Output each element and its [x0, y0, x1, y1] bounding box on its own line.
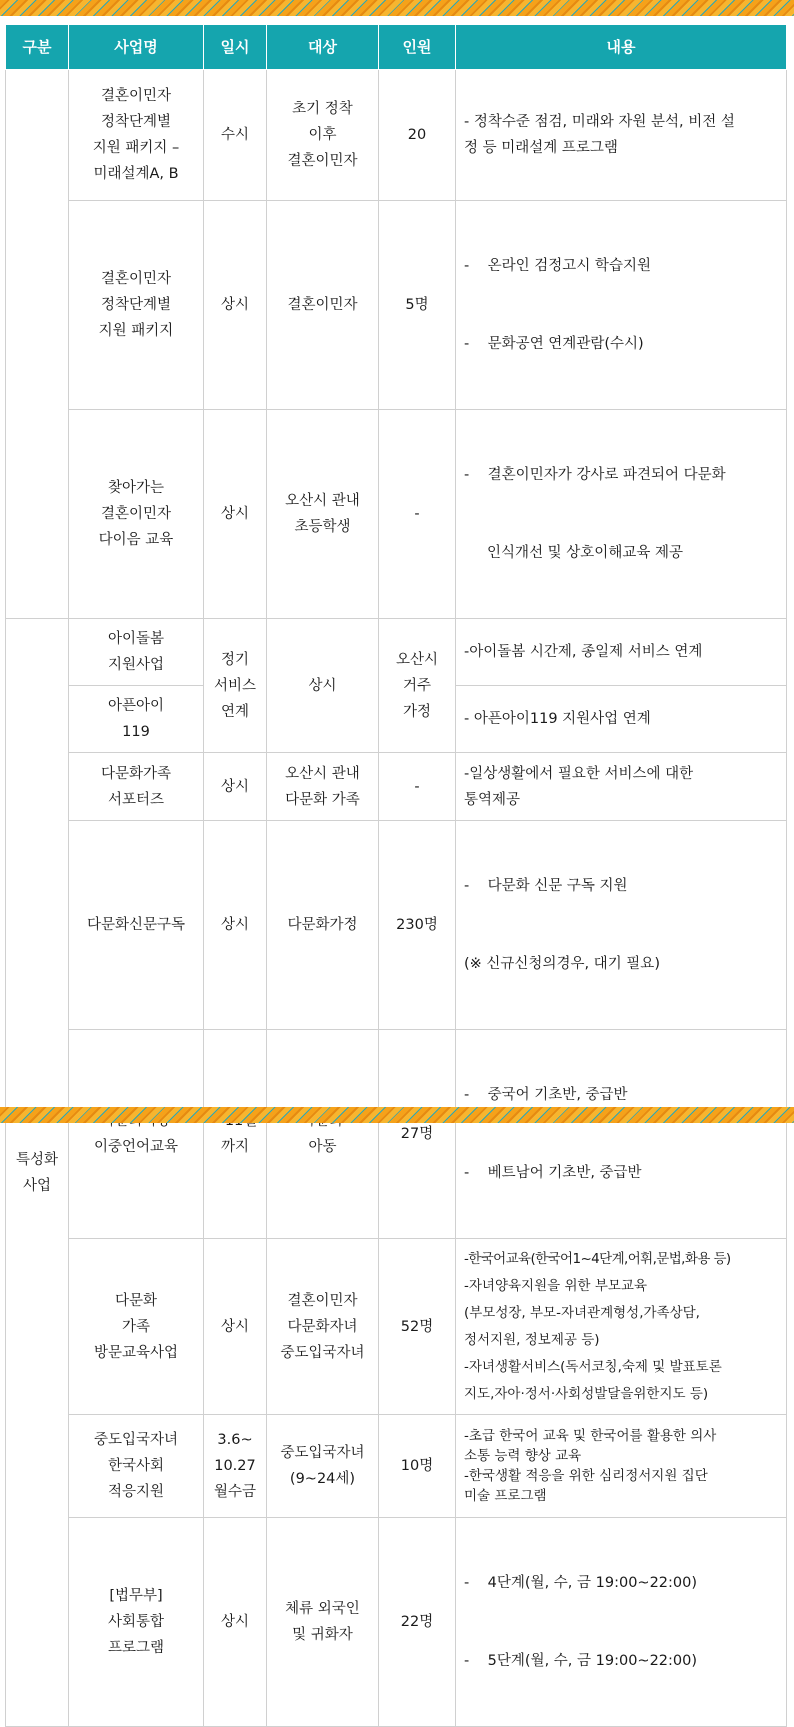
- date-cell: [204, 821, 267, 1030]
- count-cell: -: [379, 753, 456, 821]
- table-row: [6, 201, 787, 410]
- content-line: - 4단계(월, 수, 금 19:00~22:00): [464, 1575, 698, 1591]
- date-line: 10.27: [214, 1458, 256, 1474]
- content-line: 정 등 미래설계 프로그램: [464, 140, 618, 156]
- content-line: 통역제공: [464, 791, 521, 808]
- target-line: 오산시 관내: [285, 493, 360, 509]
- program-table: [5, 24, 787, 1727]
- program-name-cell: [69, 821, 204, 1030]
- content-line: -한국어교육(한국어1~4단계,어휘,문법,화용 등): [464, 1250, 731, 1267]
- program-name-line: 아이돌봄: [107, 631, 165, 647]
- date-line: 상시: [220, 1318, 249, 1335]
- table-row: [6, 1030, 787, 1239]
- content-line: - 온라인 검정고시 학습지원: [464, 258, 651, 274]
- content-line: 미술 프로그램: [464, 1488, 547, 1504]
- program-name-line: 정착단계별: [100, 297, 172, 313]
- content-line: - 베트남어 기초반, 중급반: [464, 1165, 642, 1181]
- content-line: -한국생활 적응을 위한 심리정서지원 집단: [464, 1468, 708, 1484]
- program-name-line: 한국사회: [107, 1458, 165, 1474]
- target-line: 결혼이민자: [287, 1292, 358, 1309]
- date-line: 서비스: [213, 677, 257, 694]
- program-name-cell: [69, 410, 204, 619]
- program-name-cell: [69, 619, 204, 686]
- table-row: [6, 1239, 787, 1415]
- target-line: 이후: [308, 127, 337, 143]
- program-name-cell: [69, 70, 204, 201]
- date-cell: [204, 1239, 267, 1415]
- content-line: - 정착수준 점검, 미래와 자원 분석, 비전 설: [464, 114, 735, 130]
- program-name-line: 이중언어교육: [93, 1139, 179, 1155]
- program-name-cell: [69, 201, 204, 410]
- content-line: -일상생활에서 필요한 서비스에 대한: [464, 765, 694, 782]
- header-program-name: 사업명: [69, 25, 204, 70]
- date-line: 까지: [220, 1139, 249, 1155]
- program-name-line: 사회통합: [107, 1614, 165, 1630]
- content-cell: [456, 1415, 787, 1518]
- program-name-line: 결혼이민자: [100, 271, 172, 287]
- target-cell: [267, 70, 379, 201]
- content-cell: [456, 70, 787, 201]
- target-cell: [267, 1030, 379, 1239]
- program-name-cell: [69, 1518, 204, 1727]
- date-cell: [204, 70, 267, 201]
- count-cell: 20: [379, 70, 456, 201]
- date-line: 3.6~: [217, 1432, 253, 1448]
- target-line: 결혼이민자: [287, 153, 358, 169]
- program-name-line: 다이음 교육: [98, 532, 174, 548]
- target-cell: [267, 1518, 379, 1727]
- target-line: 중도입국자녀: [280, 1344, 365, 1361]
- content-cell: [456, 1518, 787, 1727]
- category-line: 사업: [22, 1177, 51, 1194]
- target-line: 다문화자녀: [287, 1318, 358, 1335]
- target-line: 다문화 가족: [285, 791, 360, 808]
- count-cell: -: [379, 410, 456, 619]
- date-line: 상시: [220, 1614, 249, 1630]
- program-name-line: 정착단계별: [100, 114, 172, 130]
- content-line: - 5단계(월, 수, 금 19:00~22:00): [464, 1653, 698, 1669]
- content-line: -자녀생활서비스(독서코칭,숙제 및 발표토론: [464, 1358, 722, 1375]
- target-cell: [267, 753, 379, 821]
- count-line: 오산시: [395, 651, 439, 668]
- program-name-cell: [69, 1030, 204, 1239]
- program-name-line: 아픈아이: [107, 698, 165, 714]
- header-category: 구분: [6, 25, 69, 70]
- content-line: - 다문화 신문 구독 지원: [464, 878, 628, 894]
- program-name-line: [법무부]: [109, 1588, 163, 1604]
- header-count: 인원: [379, 25, 456, 70]
- table-row: [6, 821, 787, 1030]
- count-cell: 5명: [379, 201, 456, 410]
- count-cell: 10명: [379, 1415, 456, 1518]
- date-line: 수시: [220, 127, 249, 143]
- program-name-line: 지원 패키지 –: [92, 140, 180, 156]
- date-line: 정기: [220, 651, 249, 668]
- date-cell: [204, 410, 267, 619]
- program-name-line: 찾아가는: [107, 480, 165, 496]
- content-cell: [456, 686, 787, 753]
- target-cell: [267, 821, 379, 1030]
- header-content: 내용: [456, 25, 787, 70]
- target-line: 결혼이민자: [287, 297, 358, 313]
- date-cell: [204, 1030, 267, 1239]
- category-cell-special-program: [6, 619, 69, 1727]
- date-line: 월수금: [213, 1484, 257, 1500]
- table-row: [6, 619, 787, 686]
- table-header-row: [6, 25, 787, 70]
- target-line: 다문화가정: [287, 917, 358, 933]
- content-line: - 결혼이민자가 강사로 파견되어 다문화: [464, 467, 726, 483]
- content-line: 지도,자아·정서·사회성발달을위한지도 등): [464, 1385, 709, 1402]
- target-line: 상시: [308, 677, 337, 694]
- count-line: 거주: [402, 677, 431, 694]
- content-line: 인식개선 및 상호이해교육 제공: [464, 545, 683, 561]
- content-line: -자녀양육지원을 위한 부모교육: [464, 1277, 647, 1294]
- date-line: 상시: [220, 917, 249, 933]
- target-cell: [267, 201, 379, 410]
- content-line: 정서지원, 정보제공 등): [464, 1331, 600, 1348]
- program-name-line: 미래설계A, B: [93, 166, 179, 182]
- count-cell: 230명: [379, 821, 456, 1030]
- program-name-cell: [69, 686, 204, 753]
- program-name-cell: [69, 1239, 204, 1415]
- bottom-decorative-stripe: [0, 1107, 794, 1123]
- category-line: 특성화: [15, 1151, 59, 1168]
- date-line: 상시: [220, 297, 249, 313]
- target-cell: [267, 1415, 379, 1518]
- date-cell: [204, 1415, 267, 1518]
- date-cell: [204, 753, 267, 821]
- program-name-line: 중도입국자녀: [93, 1432, 179, 1448]
- content-line: -초급 한국어 교육 및 한국어를 활용한 의사: [464, 1428, 717, 1444]
- target-line: 체류 외국인: [285, 1601, 360, 1617]
- content-line: - 아픈아이119 지원사업 연계: [464, 711, 651, 727]
- content-cell: [456, 753, 787, 821]
- date-cell: [204, 1518, 267, 1727]
- content-cell: [456, 619, 787, 686]
- program-name-line: 결혼이민자: [100, 506, 172, 522]
- target-line: 초기 정착: [292, 101, 353, 117]
- header-target: 대상: [267, 25, 379, 70]
- content-cell: [456, 201, 787, 410]
- target-line: 초등학생: [294, 519, 351, 535]
- count-cell: [379, 619, 456, 753]
- target-cell: [267, 1239, 379, 1415]
- program-name-line: 119: [122, 724, 150, 740]
- content-cell: [456, 410, 787, 619]
- header-date: 일시: [204, 25, 267, 70]
- target-line: 중도입국자녀: [280, 1445, 365, 1461]
- date-line: 상시: [220, 778, 249, 795]
- count-line: 가정: [402, 703, 431, 720]
- program-name-line: 가족: [121, 1318, 150, 1335]
- program-name-line: 다문화: [114, 1292, 158, 1309]
- content-line: - 중국어 기초반, 중급반: [464, 1087, 628, 1103]
- content-cell: [456, 1030, 787, 1239]
- target-cell: [267, 410, 379, 619]
- program-name-line: 다문화가족: [100, 765, 172, 782]
- program-name-line: 다문화신문구독: [86, 917, 186, 933]
- date-line: 연계: [220, 703, 249, 720]
- target-line: 오산시 관내: [285, 765, 360, 782]
- count-cell: 27명: [379, 1030, 456, 1239]
- table-row: [6, 1518, 787, 1727]
- program-name-line: 적응지원: [107, 1484, 165, 1500]
- table-row: [6, 410, 787, 619]
- date-line: 상시: [220, 506, 249, 522]
- date-cell: [204, 619, 267, 753]
- content-line: 소통 능력 향상 교육: [464, 1448, 582, 1464]
- table-row: [6, 1415, 787, 1518]
- count-cell: 52명: [379, 1239, 456, 1415]
- content-line: - 문화공연 연계관람(수시): [464, 336, 644, 352]
- program-name-cell: [69, 1415, 204, 1518]
- program-name-line: 서포터즈: [107, 791, 165, 808]
- content-cell: [456, 821, 787, 1030]
- content-cell: [456, 1239, 787, 1415]
- program-name-line: 지원사업: [107, 657, 165, 673]
- target-line: 아동: [308, 1139, 337, 1155]
- program-name-line: 결혼이민자: [100, 88, 172, 104]
- program-name-cell: [69, 753, 204, 821]
- content-line: (부모성장, 부모-자녀관계형성,가족상담,: [464, 1304, 700, 1321]
- program-name-line: 지원 패키지: [98, 323, 174, 339]
- target-cell: [267, 619, 379, 753]
- target-line: (9~24세): [289, 1471, 356, 1487]
- top-decorative-stripe: [0, 0, 794, 16]
- target-line: 및 귀화자: [292, 1627, 353, 1643]
- program-name-line: 프로그램: [107, 1640, 165, 1656]
- program-name-line: 방문교육사업: [93, 1344, 179, 1361]
- table-row: [6, 753, 787, 821]
- content-line: -아이돌봄 시간제, 종일제 서비스 연계: [464, 644, 703, 660]
- content-line: (※ 신규신청의경우, 대기 필요): [464, 956, 660, 972]
- table-row: [6, 70, 787, 201]
- category-cell-empty: [6, 70, 69, 619]
- count-cell: 22명: [379, 1518, 456, 1727]
- date-cell: [204, 201, 267, 410]
